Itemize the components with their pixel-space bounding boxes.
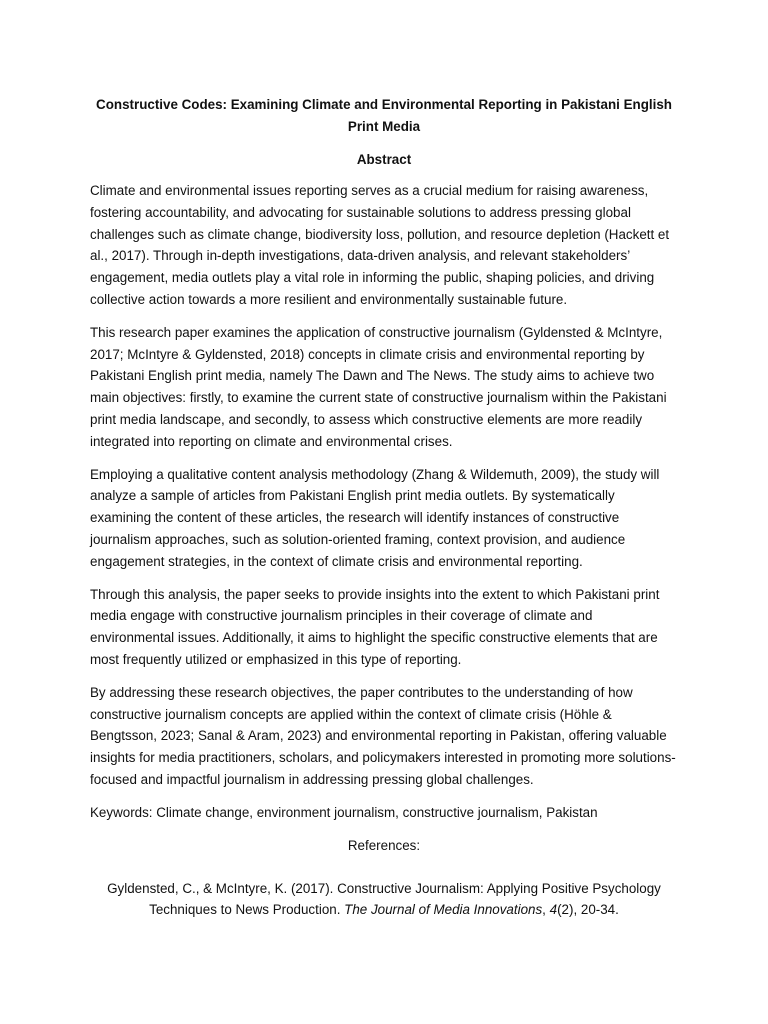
references-heading: References: <box>347 837 421 853</box>
abstract-paragraph-3: Employing a qualitative content analysis methodology (Zhang & Wildemuth, 2009), the study will analyze a sample of articles from Pakistani English print media outlets. By systematically examining the content of these articles, the research will identify instances of constructive journalism approaches, such as solution-oriented framing, context provision, and audience engagement strategies, in the context of climate crisis and environmental reporting. <box>90 466 660 569</box>
reference-authors-title: Gyldensted, C., & McIntyre, K. (2017). Constructive Journalism: Applying Positive Psychology Techniques to News Production. <box>107 880 661 918</box>
reference-entry <box>90 878 678 922</box>
abstract-paragraph-4: Through this analysis, the paper seeks to provide insights into the extent to which Pakistani print media engage with constructive journalism principles in their coverage of climate and environmental issues. Additionally, it aims to highlight the specific constructive elements that are most frequently utilized or emphasized in this type of reporting. <box>90 586 660 667</box>
reference-issue-pages: (2), 20-34. <box>557 902 619 918</box>
abstract-heading: Abstract <box>356 152 412 167</box>
document-page <box>90 94 678 921</box>
abstract-paragraph-1: Climate and environmental issues reporting serves as a crucial medium for raising awareness, fostering accountability, and advocating for sustainable solutions to address pressing global challenges such as climate change, biodiversity loss, pollution, and resource depletion (Hackett et al., 2017). Through in-depth investigations, data-driven analysis, and relevant stakeholders’ engagement, media outlets play a vital role in informing the public, shaping policies, and driving collective action towards a more resilient and environmentally sustainable future. <box>90 183 670 307</box>
abstract-paragraph-5: By addressing these research objectives, the paper contributes to the understanding of how constructive journalism concepts are applied within the context of climate crisis (Höhle & Bengtsson, 2023; Sanal & Aram, 2023) and environmental reporting in Pakistan, offering valuable insights for media practitioners, scholars, and policymakers interested in promoting more solutions-focused and impactful journalism in addressing pressing global challenges. <box>90 684 676 787</box>
reference-volume: 4 <box>549 902 558 918</box>
keywords-line: Keywords: Climate change, environment journalism, constructive journalism, Pakistan <box>90 804 598 820</box>
paper-title: Constructive Codes: Examining Climate and Environmental Reporting in Pakistani English Print Media <box>96 97 672 134</box>
abstract-paragraph-2: This research paper examines the application of constructive journalism (Gyldensted & McIntyre, 2017; McIntyre & Gyldensted, 2018) concepts in climate crisis and environmental reporting by Pakistani English print media, namely The Dawn and The News. The study aims to achieve two main objectives: firstly, to examine the current state of constructive journalism within the Pakistani print media landscape, and secondly, to assess which constructive elements are more readily integrated into reporting on climate and environmental crises. <box>90 324 667 449</box>
reference-separator: , <box>542 902 550 918</box>
reference-journal: The Journal of Media Innovations <box>344 902 543 918</box>
